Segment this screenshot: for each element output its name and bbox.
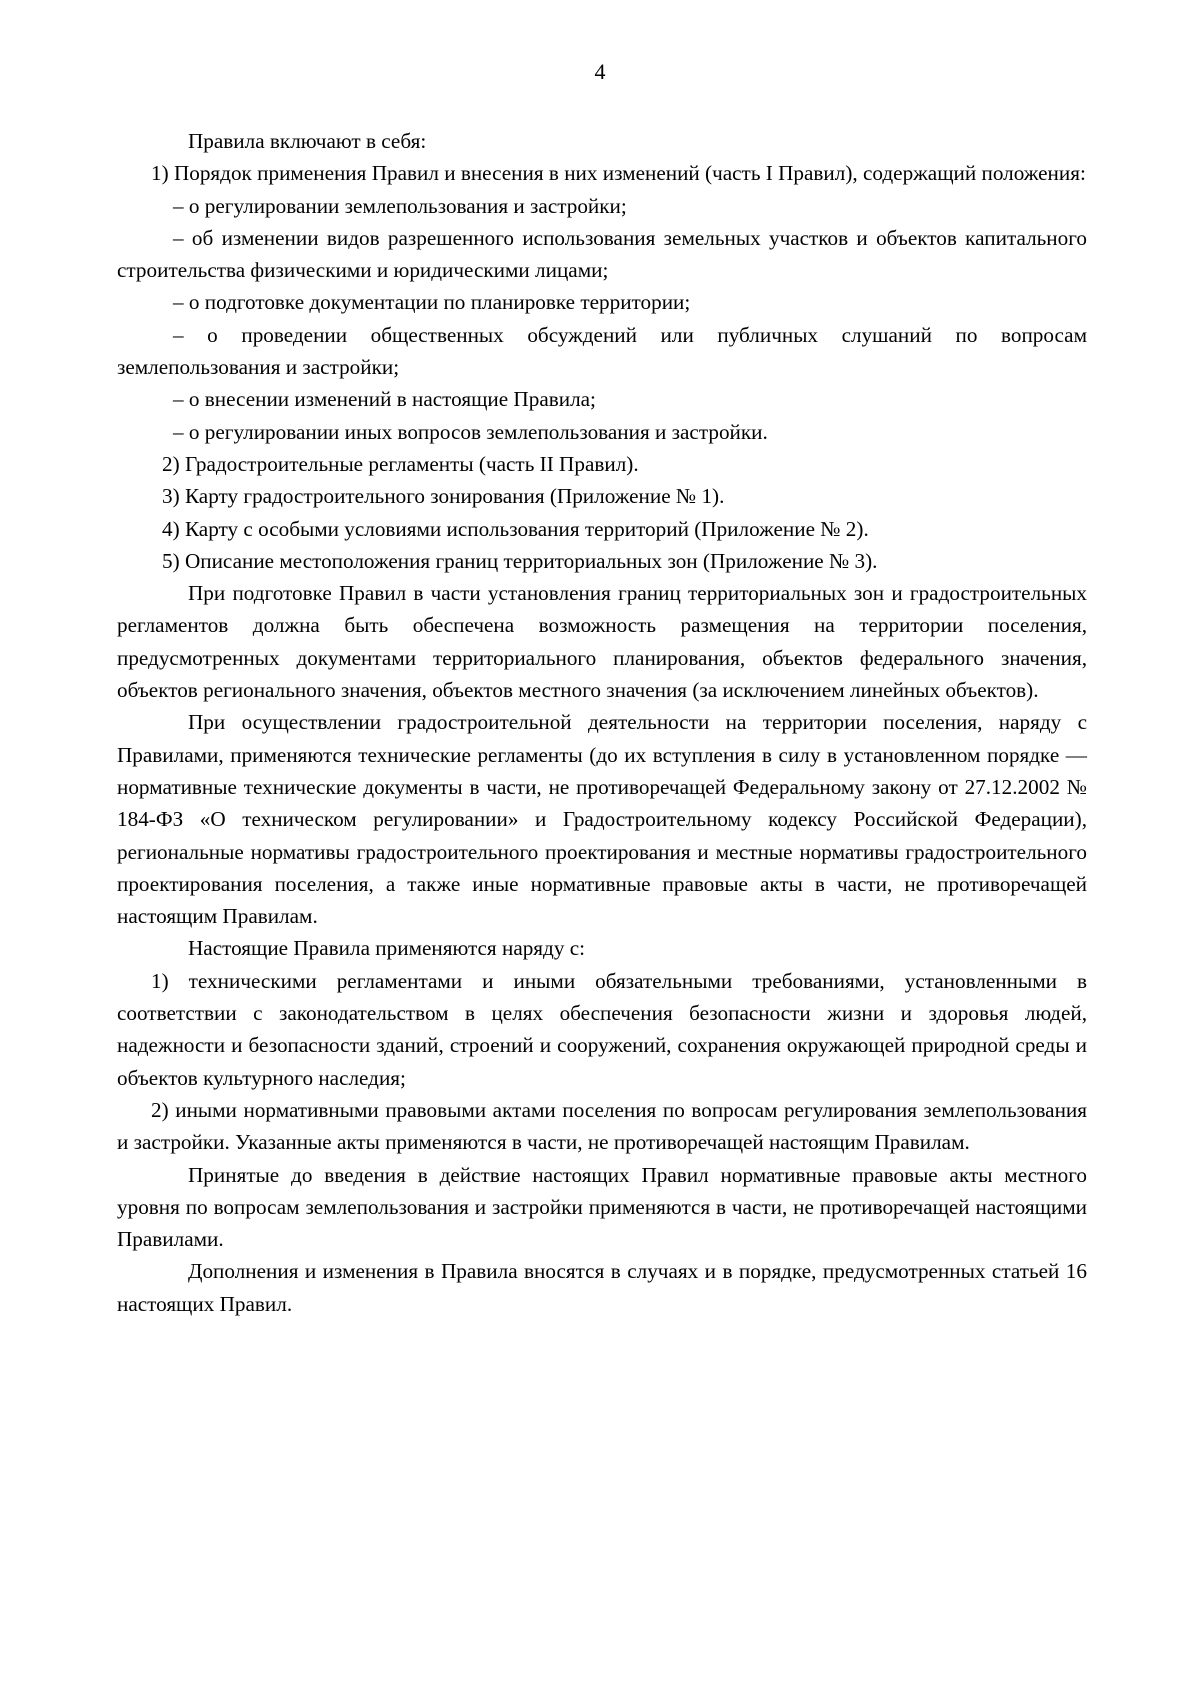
list-item-zone-boundaries: 5) Описание местоположения границ территориальных зон (Приложение № 3). [162, 548, 878, 573]
list-item-conditions-map: 4) Карту с особыми условиями использования территорий (Приложение № 2). [162, 516, 869, 541]
list-item-zoning-map: 3) Карту градостроительного зонирования (Приложение № 1). [162, 484, 725, 509]
list-item-dash: – о регулировании землепользования и застройки; [173, 193, 627, 218]
page-number: 4 [594, 59, 606, 84]
list-item-dash: – о внесении изменений в настоящие Правила; [173, 387, 596, 412]
paragraph-preparation: При подготовке Правил в части установления границ территориальных зон и градостроительных регламентов должна быть обеспечена возможность размещения на территории поселения, предусмотренных документами территориального планирования, объектов федерального значения, объектов регионального значения, объектов местного значения (за исключением линейных объектов). [117, 581, 1087, 703]
list-item-dash: – об изменении видов разрешенного использования земельных участков и объектов капитального строительства физическими и юридическими лицами; [117, 225, 1087, 283]
list-item-technical: 1) техническими регламентами и иными обязательными требованиями, установленными в соответствии с законодательством в целях обеспечения безопасности жизни и здоровья людей, надежности и безопасности зданий, строений и сооружений, сохранения окружающей природной среды и объектов культурного наследия; [117, 968, 1087, 1090]
list-item-procedure: 1) Порядок применения Правил и внесения в них изменений (часть I Правил), содержащий положения: [151, 161, 1086, 186]
list-item-regulations: 2) Градостроительные регламенты (часть II Правил). [162, 451, 639, 476]
document-body [117, 125, 1087, 1320]
paragraph-amendments: Дополнения и изменения в Правила вносятся в случаях и в порядке, предусмотренных статьей 16 настоящих Правил. [117, 1259, 1087, 1316]
list-item-dash: – о проведении общественных обсуждений или публичных слушаний по вопросам землепользования и застройки; [117, 322, 1087, 380]
paragraph-prior-acts: Принятые до введения в действие настоящих Правил нормативные правовые акты местного уровня по вопросам землепользования и застройки применяются в части, не противоречащей настоящими Правилами. [117, 1162, 1087, 1252]
list-item-dash: – о подготовке документации по планировке территории; [173, 290, 691, 315]
paragraph-rules-include: Правила включают в себя: [188, 129, 427, 153]
paragraph-applied-along: Настоящие Правила применяются наряду с: [188, 936, 586, 961]
list-item-normative-acts: 2) иными нормативными правовыми актами поселения по вопросам регулирования землепользования и застройки. Указанные акты применяются в части, не противоречащей настоящим Правилам. [117, 1097, 1087, 1155]
paragraph-technical-regulations: При осуществлении градостроительной деятельности на территории поселения, наряду с Правилами, применяются технические регламенты (до их вступления в силу в установленном порядке — нормативные технические документы в части, не противоречащей Федеральному закону от 27.12.2002 № 184-ФЗ «О техническом регулировании» и Градостроительному кодексу Российской Федерации), региональные нормативы градостроительного проектирования и местные нормативы градостроительного проектирования поселения, а также иные нормативные правовые акты в части, не противоречащей настоящим Правилам. [117, 710, 1087, 929]
list-item-dash: – о регулировании иных вопросов землепользования и застройки. [173, 419, 768, 444]
